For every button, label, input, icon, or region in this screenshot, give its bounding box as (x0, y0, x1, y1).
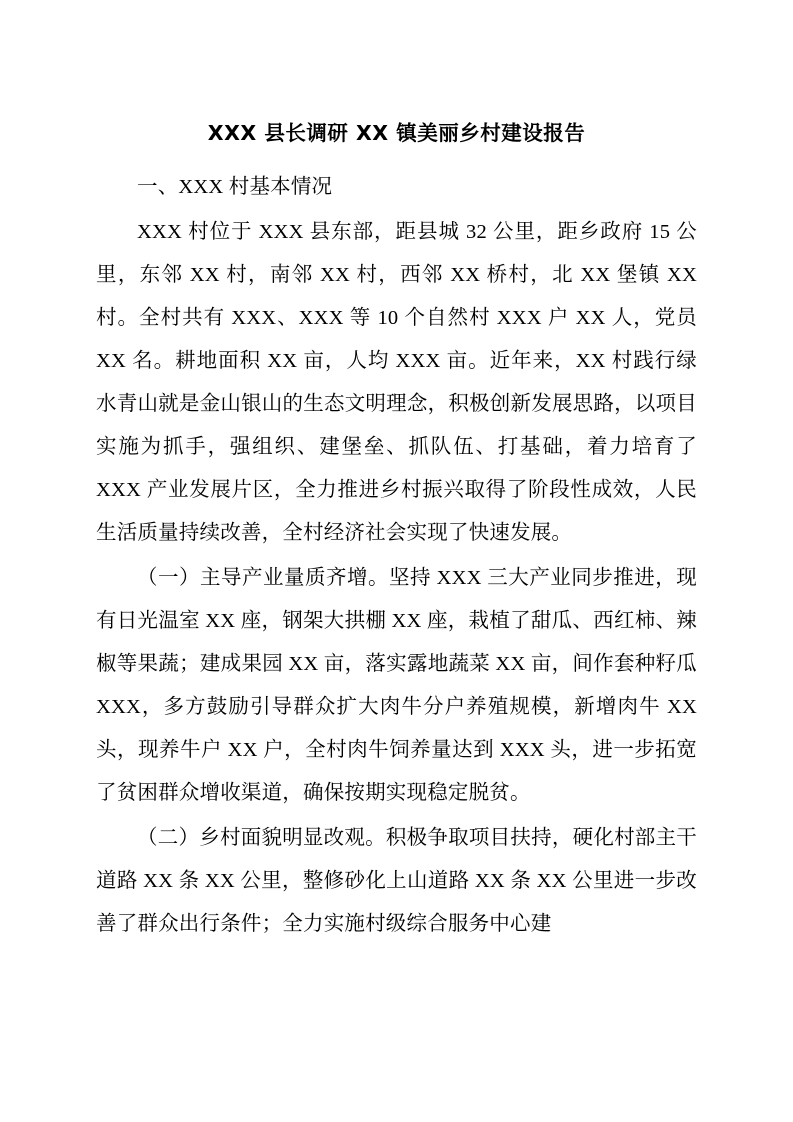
paragraph-industry: （一）主导产业量质齐增。坚持 XXX 三大产业同步推进，现有日光温室 XX 座，钢架大拱棚 XX 座，栽植了甜瓜、西红柿、辣椒等果蔬；建成果园 XX 亩，落实露地蔬菜 XX 亩，间作套种籽瓜 XXX，多方鼓励引导群众扩大肉牛分户养殖规模，新增肉牛 XX 头，现养牛户 XX 户，全村肉牛饲养量达到 XXX 头，进一步拓宽了贫困群众增收渠道，确保按期实现稳定脱贫。 (96, 567, 697, 804)
paragraph-village-appearance: （二）乡村面貌明显改观。积极争取项目扶持，硬化村部主干道路 XX 条 XX 公里，整修砂化上山道路 XX 条 XX 公里进一步改善了群众出行条件；全力实施村级综合服务中心建 (96, 827, 697, 935)
page-title: XXX 县长调研 XX 镇美丽乡村建设报告 (207, 121, 586, 145)
paragraph-overview: XXX 村位于 XXX 县东部，距县城 32 公里，距乡政府 15 公里，东邻 XX 村，南邻 XX 村，西邻 XX 桥村，北 XX 堡镇 XX 村。全村共有 XXX、XXX 等 10 个自然村 XXX 户 XX 人，党员 XX 名。耕地面积 XX 亩，人均 XXX 亩。近年来，XX 村践行绿水青山就是金山银山的生态文明理念，积极创新发展思路，以项目实施为抓手，强组织、建堡垒、抓队伍、打基础，着力培育了 XXX 产业发展片区，全力推进乡村振兴取得了阶段性成效，人民生活质量持续改善，全村经济社会实现了快速发展。 (96, 221, 697, 544)
section-heading-1: 一、XXX 村基本情况 (137, 176, 333, 198)
